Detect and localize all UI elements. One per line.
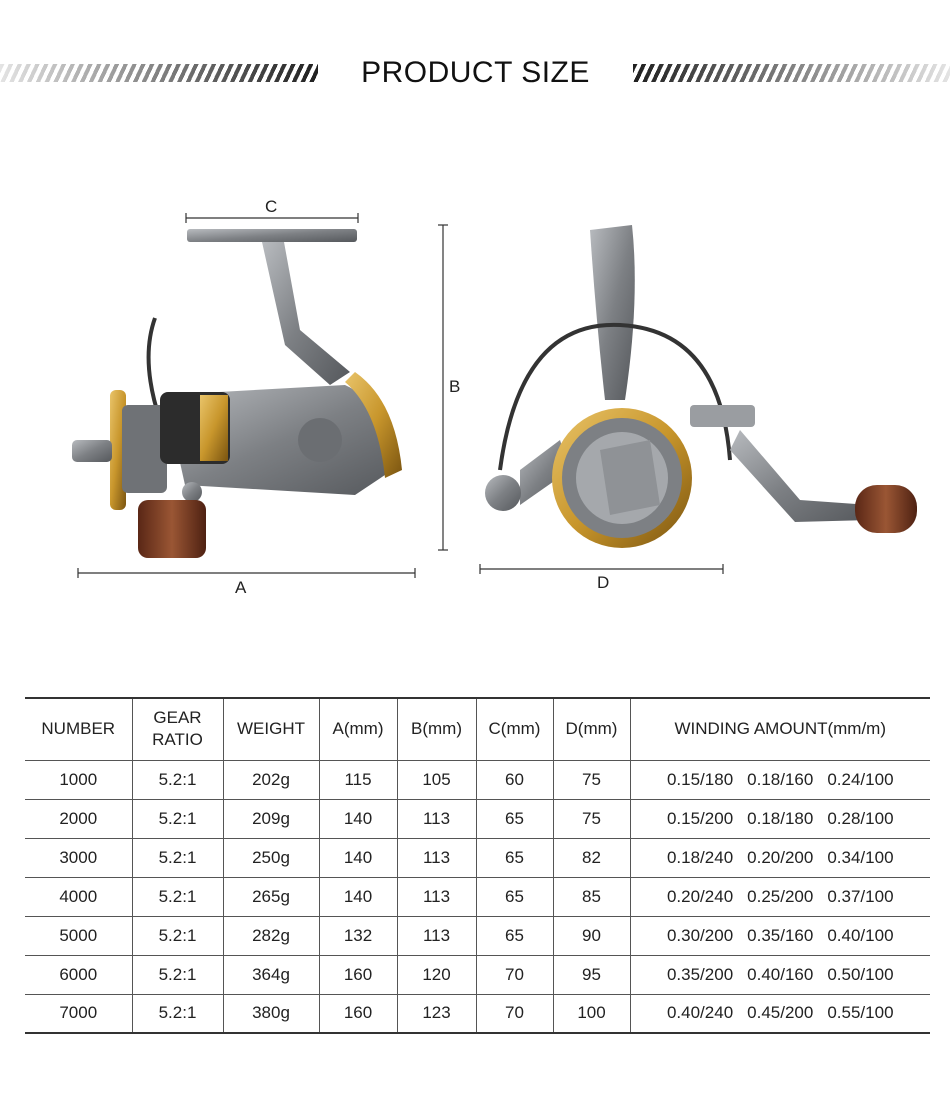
winding-value: 0.18/160 (747, 769, 814, 789)
table-cell-number: 3000 (25, 838, 132, 877)
table-cell-weight: 282g (223, 916, 319, 955)
table-cell-b: 113 (397, 799, 476, 838)
dimension-label-b: B (449, 377, 461, 396)
table-cell-number: 1000 (25, 760, 132, 799)
table-cell-winding (630, 838, 930, 877)
table-cell-c: 65 (476, 838, 553, 877)
winding-values (631, 1003, 931, 1023)
column-header: C(mm) (476, 698, 553, 760)
winding-value: 0.45/200 (747, 1003, 814, 1023)
table-cell-a: 140 (319, 838, 397, 877)
table-cell-winding (630, 760, 930, 799)
table-cell-b: 113 (397, 877, 476, 916)
table-cell-number: 7000 (25, 994, 132, 1033)
table-cell-d: 75 (553, 799, 630, 838)
winding-value: 0.24/100 (827, 769, 894, 789)
column-header: B(mm) (397, 698, 476, 760)
dimension-label-d: D (597, 573, 610, 592)
table-cell-winding (630, 994, 930, 1033)
winding-values (631, 926, 931, 946)
winding-value: 0.40/240 (666, 1003, 734, 1023)
table-row (25, 994, 930, 1033)
dimension-label-a: A (235, 578, 247, 597)
column-header-line: RATIO (152, 730, 203, 750)
table-cell-number: 4000 (25, 877, 132, 916)
winding-value: 0.35/200 (666, 964, 734, 984)
table-cell-c: 65 (476, 799, 553, 838)
table-cell-d: 85 (553, 877, 630, 916)
table-cell-a: 140 (319, 799, 397, 838)
winding-value: 0.18/180 (747, 808, 814, 828)
winding-values (631, 965, 931, 985)
winding-value: 0.40/100 (827, 925, 894, 945)
winding-value: 0.37/100 (827, 886, 894, 906)
winding-value: 0.15/180 (666, 769, 734, 789)
table-cell-gear: 5.2:1 (132, 916, 223, 955)
column-header (132, 698, 223, 760)
table-cell-weight: 209g (223, 799, 319, 838)
winding-values (631, 848, 931, 868)
winding-value: 0.25/200 (747, 886, 814, 906)
column-header: A(mm) (319, 698, 397, 760)
table-cell-b: 123 (397, 994, 476, 1033)
table-cell-d: 82 (553, 838, 630, 877)
table-cell-b: 113 (397, 838, 476, 877)
table-cell-gear: 5.2:1 (132, 955, 223, 994)
table-cell-weight: 250g (223, 838, 319, 877)
reel-front-view (485, 225, 917, 548)
table-cell-c: 70 (476, 994, 553, 1033)
header-stripe-right (633, 64, 950, 82)
table-cell-c: 60 (476, 760, 553, 799)
winding-value: 0.40/160 (747, 964, 814, 984)
spec-table (25, 697, 930, 1034)
table-cell-number: 5000 (25, 916, 132, 955)
table-cell-weight: 265g (223, 877, 319, 916)
winding-values (631, 770, 931, 790)
table-cell-a: 140 (319, 877, 397, 916)
table-cell-b: 105 (397, 760, 476, 799)
product-dimension-illustration (0, 180, 950, 620)
winding-values (631, 887, 931, 907)
table-row (25, 760, 930, 799)
table-cell-gear: 5.2:1 (132, 994, 223, 1033)
table-cell-weight: 202g (223, 760, 319, 799)
table-cell-a: 160 (319, 955, 397, 994)
table-cell-gear: 5.2:1 (132, 760, 223, 799)
winding-values (631, 809, 931, 829)
winding-value: 0.30/200 (666, 925, 734, 945)
table-row (25, 799, 930, 838)
table-header-row (25, 698, 930, 760)
table-cell-b: 120 (397, 955, 476, 994)
reel-side-view (72, 229, 402, 558)
table-cell-d: 100 (553, 994, 630, 1033)
column-header: D(mm) (553, 698, 630, 760)
winding-value: 0.34/100 (827, 847, 894, 867)
table-cell-d: 95 (553, 955, 630, 994)
table-cell-winding (630, 799, 930, 838)
table-cell-winding (630, 877, 930, 916)
winding-value: 0.50/100 (827, 964, 894, 984)
table-cell-a: 160 (319, 994, 397, 1033)
winding-value: 0.18/240 (666, 847, 734, 867)
winding-value: 0.15/200 (666, 808, 734, 828)
dimension-label-c: C (265, 197, 278, 216)
header-stripe-left (0, 64, 318, 82)
table-cell-winding (630, 916, 930, 955)
column-header: NUMBER (25, 698, 132, 760)
table-cell-weight: 380g (223, 994, 319, 1033)
table-cell-c: 65 (476, 916, 553, 955)
table-cell-c: 65 (476, 877, 553, 916)
table-cell-gear: 5.2:1 (132, 799, 223, 838)
table-cell-a: 132 (319, 916, 397, 955)
table-cell-d: 75 (553, 760, 630, 799)
table-cell-gear: 5.2:1 (132, 838, 223, 877)
table-cell-number: 2000 (25, 799, 132, 838)
winding-value: 0.35/160 (747, 925, 814, 945)
table-cell-winding (630, 955, 930, 994)
table-row (25, 955, 930, 994)
column-header-line: GEAR (153, 708, 202, 728)
table-row (25, 916, 930, 955)
table-cell-number: 6000 (25, 955, 132, 994)
column-header: WEIGHT (223, 698, 319, 760)
table-cell-gear: 5.2:1 (132, 877, 223, 916)
winding-value: 0.28/100 (827, 808, 894, 828)
winding-value: 0.20/240 (666, 886, 734, 906)
page-title: PRODUCT SIZE (361, 56, 590, 89)
table-row (25, 838, 930, 877)
winding-value: 0.20/200 (747, 847, 814, 867)
table-cell-weight: 364g (223, 955, 319, 994)
table-cell-d: 90 (553, 916, 630, 955)
table-cell-a: 115 (319, 760, 397, 799)
table-row (25, 877, 930, 916)
table-cell-c: 70 (476, 955, 553, 994)
winding-value: 0.55/100 (827, 1003, 894, 1023)
column-header: WINDING AMOUNT(mm/m) (630, 698, 930, 760)
table-cell-b: 113 (397, 916, 476, 955)
